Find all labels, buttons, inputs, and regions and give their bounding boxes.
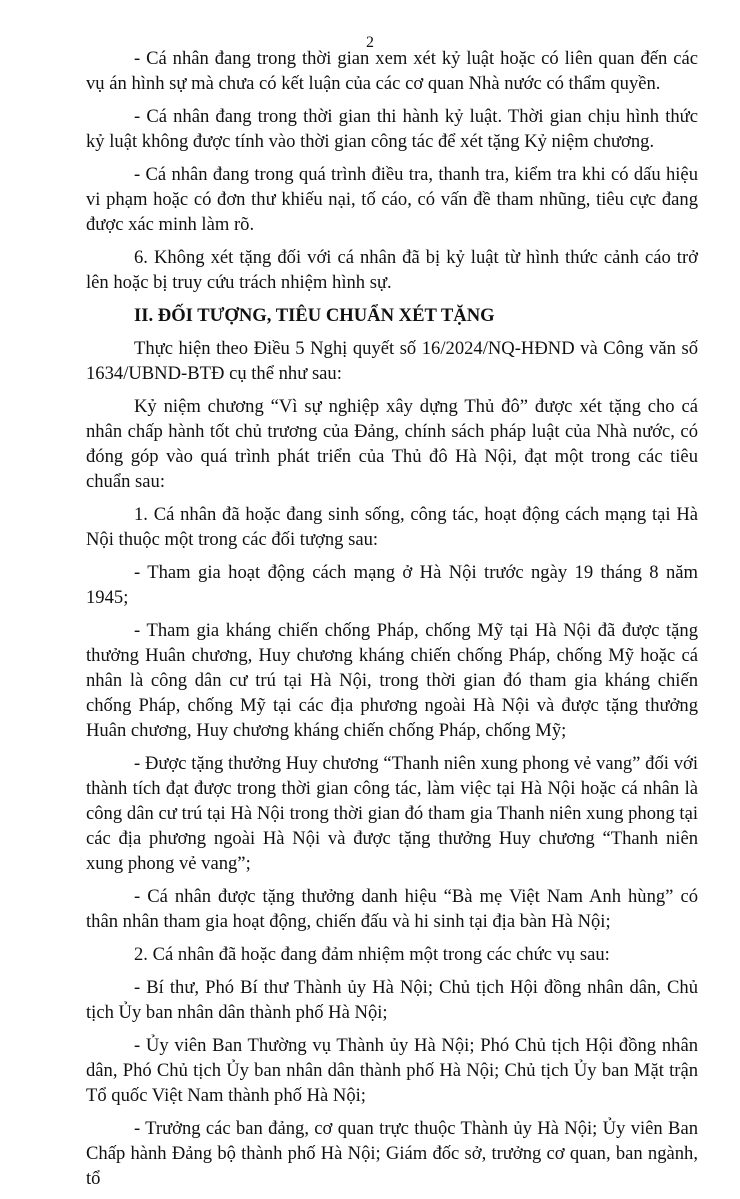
paragraph: - Tham gia kháng chiến chống Pháp, chống Mỹ tại Hà Nội đã được tặng thưởng Huân chương, Huy chương kháng chiến chống Pháp, chống Mỹ hoặc cá nhân là công dân cư trú tại Hà Nội, trong thời gian đó tham gia kháng chiến chống Pháp, chống Mỹ tại các địa phương ngoài Hà Nội và được tặng thưởng Huân chương, Huy chương kháng chiến chống Pháp, chống Mỹ; (86, 620, 698, 741)
paragraph: 1. Cá nhân đã hoặc đang sinh sống, công tác, hoạt động cách mạng tại Hà Nội thuộc một trong các đối tượng sau: (86, 504, 698, 550)
paragraph: Thực hiện theo Điều 5 Nghị quyết số 16/2024/NQ-HĐND và Công văn số 1634/UBND-BTĐ cụ thể như sau: (86, 338, 698, 384)
paragraph: 6. Không xét tặng đối với cá nhân đã bị kỷ luật từ hình thức cảnh cáo trở lên hoặc bị truy cứu trách nhiệm hình sự. (86, 247, 698, 293)
paragraph: - Bí thư, Phó Bí thư Thành ủy Hà Nội; Chủ tịch Hội đồng nhân dân, Chủ tịch Ủy ban nhân dân thành phố Hà Nội; (86, 977, 698, 1023)
section-heading: II. ĐỐI TƯỢNG, TIÊU CHUẨN XÉT TẶNG (134, 305, 495, 326)
paragraph: Kỷ niệm chương “Vì sự nghiệp xây dựng Thủ đô” được xét tặng cho cá nhân chấp hành tốt chủ trương của Đảng, chính sách pháp luật của Nhà nước, có đóng góp vào quá trình phát triển của Thủ đô Hà Nội, đạt một trong các tiêu chuẩn sau: (86, 396, 698, 492)
document-body (86, 46, 698, 1199)
page-number: 2 (366, 34, 374, 51)
paragraph: - Cá nhân được tặng thưởng danh hiệu “Bà mẹ Việt Nam Anh hùng” có thân nhân tham gia hoạt động, chiến đấu và hi sinh tại địa bàn Hà Nội; (86, 886, 698, 932)
paragraph: - Cá nhân đang trong thời gian thi hành kỷ luật. Thời gian chịu hình thức kỷ luật không được tính vào thời gian công tác để xét tặng Kỷ niệm chương. (86, 106, 698, 152)
paragraph: - Ủy viên Ban Thường vụ Thành ủy Hà Nội; Phó Chủ tịch Hội đồng nhân dân, Phó Chủ tịch Ủy ban nhân dân thành phố Hà Nội; Chủ tịch Ủy ban Mặt trận Tổ quốc Việt Nam thành phố Hà Nội; (86, 1035, 698, 1106)
paragraph: 2. Cá nhân đã hoặc đang đảm nhiệm một trong các chức vụ sau: (134, 944, 610, 965)
paragraph: - Tham gia hoạt động cách mạng ở Hà Nội trước ngày 19 tháng 8 năm 1945; (86, 562, 698, 608)
paragraph: - Được tặng thưởng Huy chương “Thanh niên xung phong vẻ vang” đối với thành tích đạt được trong thời gian công tác, làm việc tại Hà Nội hoặc cá nhân là công dân cư trú tại Hà Nội trong thời gian đó tham gia Thanh niên xung phong tại các địa phương ngoài Hà Nội và được tặng thưởng Huy chương “Thanh niên xung phong vẻ vang”; (86, 753, 698, 874)
paragraph: - Cá nhân đang trong thời gian xem xét kỷ luật hoặc có liên quan đến các vụ án hình sự mà chưa có kết luận của các cơ quan Nhà nước có thẩm quyền. (86, 48, 698, 94)
paragraph: - Cá nhân đang trong quá trình điều tra, thanh tra, kiểm tra khi có dấu hiệu vi phạm hoặc có đơn thư khiếu nại, tố cáo, có vấn đề tham nhũng, tiêu cực đang được xác minh làm rõ. (86, 164, 698, 235)
paragraph: - Trưởng các ban đảng, cơ quan trực thuộc Thành ủy Hà Nội; Ủy viên Ban Chấp hành Đảng bộ thành phố Hà Nội; Giám đốc sở, trưởng cơ quan, ban ngành, tổ (86, 1118, 698, 1189)
